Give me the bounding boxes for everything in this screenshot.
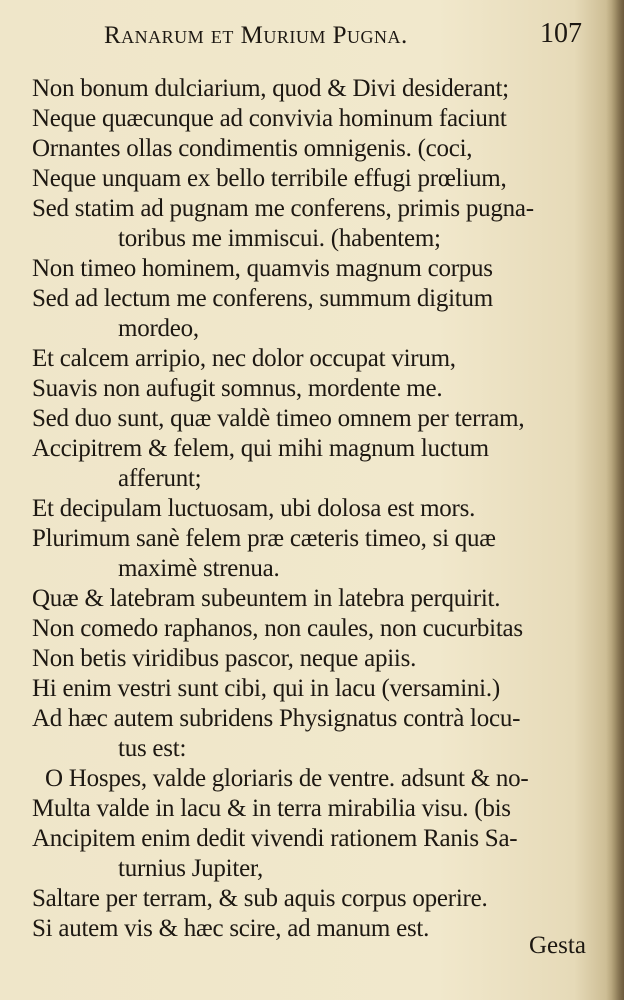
- text-line: Si autem vis & hæc scire, ad manum est.: [32, 915, 430, 942]
- text-line: toribus me immiscui. (habentem;: [118, 225, 441, 252]
- text-line: Hi enim vestri sunt cibi, qui in lacu (versamini.): [32, 675, 500, 702]
- text-line: maximè strenua.: [118, 555, 280, 582]
- page-edge-shadow: [606, 0, 624, 1000]
- text-line: Saltare per terram, & sub aquis corpus operire.: [32, 885, 488, 912]
- text-line: mordeo,: [118, 315, 199, 342]
- text-line: Sed duo sunt, quæ valdè timeo omnem per terram,: [32, 405, 525, 432]
- text-line: O Hospes, valde gloriaris de ventre. adsunt & no-: [45, 765, 529, 792]
- catchword: Gesta: [529, 932, 586, 959]
- text-line: Non bonum dulciarium, quod & Divi desiderant;: [32, 75, 509, 102]
- text-line: Ornantes ollas condimentis omnigenis. (coci,: [32, 135, 473, 162]
- text-line: Ad hæc autem subridens Physignatus contrà locu-: [32, 705, 521, 732]
- text-line: Non timeo hominem, quamvis magnum corpus: [32, 255, 493, 282]
- text-line: Neque unquam ex bello terribile effugi prœlium,: [32, 165, 507, 192]
- text-line: Plurimum sanè felem præ cæteris timeo, si quæ: [32, 525, 496, 552]
- text-line: Sed statim ad pugnam me conferens, primis pugna-: [32, 195, 534, 222]
- text-line: tus est:: [118, 735, 187, 762]
- running-title: Ranarum et Murium Pugna.: [104, 22, 408, 49]
- page-number: 107: [540, 18, 582, 49]
- text-line: Quæ & latebram subeuntem in latebra perquirit.: [32, 585, 501, 612]
- text-line: Ancipitem enim dedit vivendi rationem Ranis Sa-: [32, 825, 518, 852]
- text-line: Multa valde in lacu & in terra mirabilia visu. (bis: [32, 795, 511, 822]
- text-line: Et calcem arripio, nec dolor occupat virum,: [32, 345, 456, 372]
- text-line: Non comedo raphanos, non caules, non cucurbitas: [32, 615, 523, 642]
- text-line: Non betis viridibus pascor, neque apiis.: [32, 645, 417, 672]
- text-line: turnius Jupiter,: [118, 855, 263, 882]
- text-line: Suavis non aufugit somnus, mordente me.: [32, 375, 443, 402]
- text-line: Neque quæcunque ad convivia hominum faciunt: [32, 105, 507, 132]
- text-line: Et decipulam luctuosam, ubi dolosa est mors.: [32, 495, 476, 522]
- text-line: afferunt;: [118, 465, 202, 492]
- text-line: Sed ad lectum me conferens, summum digitum: [32, 285, 493, 312]
- text-line: Accipitrem & felem, qui mihi magnum luctum: [32, 435, 489, 462]
